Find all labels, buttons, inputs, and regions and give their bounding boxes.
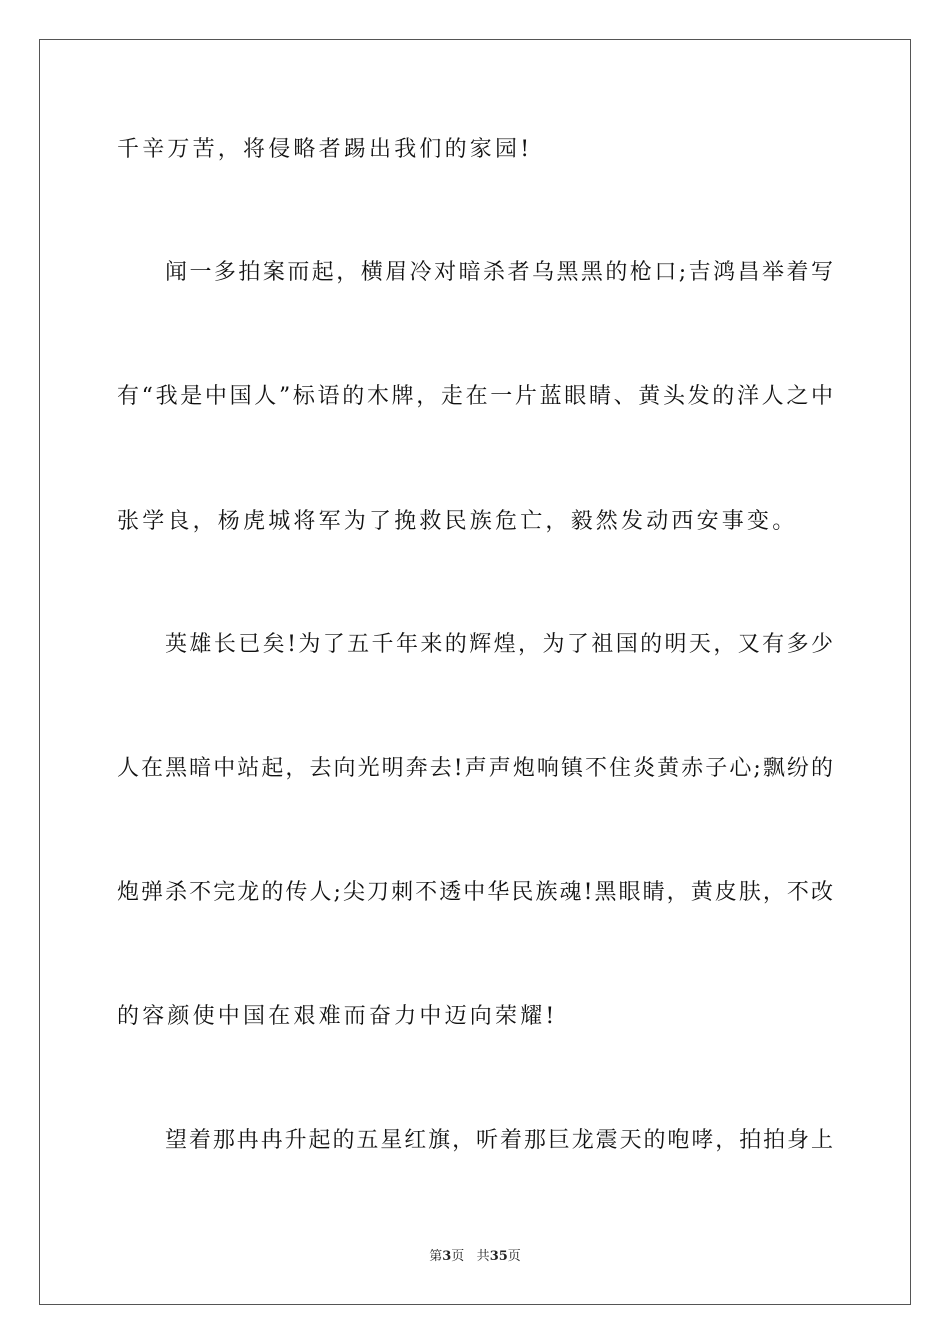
text-line: 人在黑暗中站起，去向光明奔去!声声炮响镇不住炎黄赤子心;飘纷的 [117,756,833,781]
current-page-number: 3 [442,1249,452,1264]
text-line: 闻一多拍案而起，横眉冷对暗杀者乌黑黑的枪口;吉鸿昌举着写 [165,260,833,285]
total-suffix: 页 [507,1249,521,1264]
text-line: 张学良，杨虎城将军为了挽救民族危亡，毅然发动西安事变。 [117,509,798,534]
page-footer [0,1249,950,1265]
total-pages-number: 35 [489,1249,508,1264]
text-line: 的容颜使中国在艰难而奋力中迈向荣耀! [117,1004,558,1029]
text-line: 有“我是中国人”标语的木牌，走在一片蓝眼睛、黄头发的洋人之中 [117,384,833,409]
text-line: 炮弹杀不完龙的传人;尖刀刺不透中华民族魂!黑眼睛，黄皮肤，不改 [117,880,833,905]
text-line: 千辛万苦，将侵略者踢出我们的家园! [117,137,533,162]
page-border [39,39,911,1305]
total-prefix: 共 [476,1249,490,1264]
text-line: 望着那冉冉升起的五星红旗，听着那巨龙震天的咆哮，拍拍身上 [165,1128,833,1153]
page-suffix: 页 [451,1249,465,1264]
text-line: 英雄长已矣!为了五千年来的辉煌，为了祖国的明天，又有多少 [165,632,833,657]
page-prefix: 第 [429,1249,443,1264]
